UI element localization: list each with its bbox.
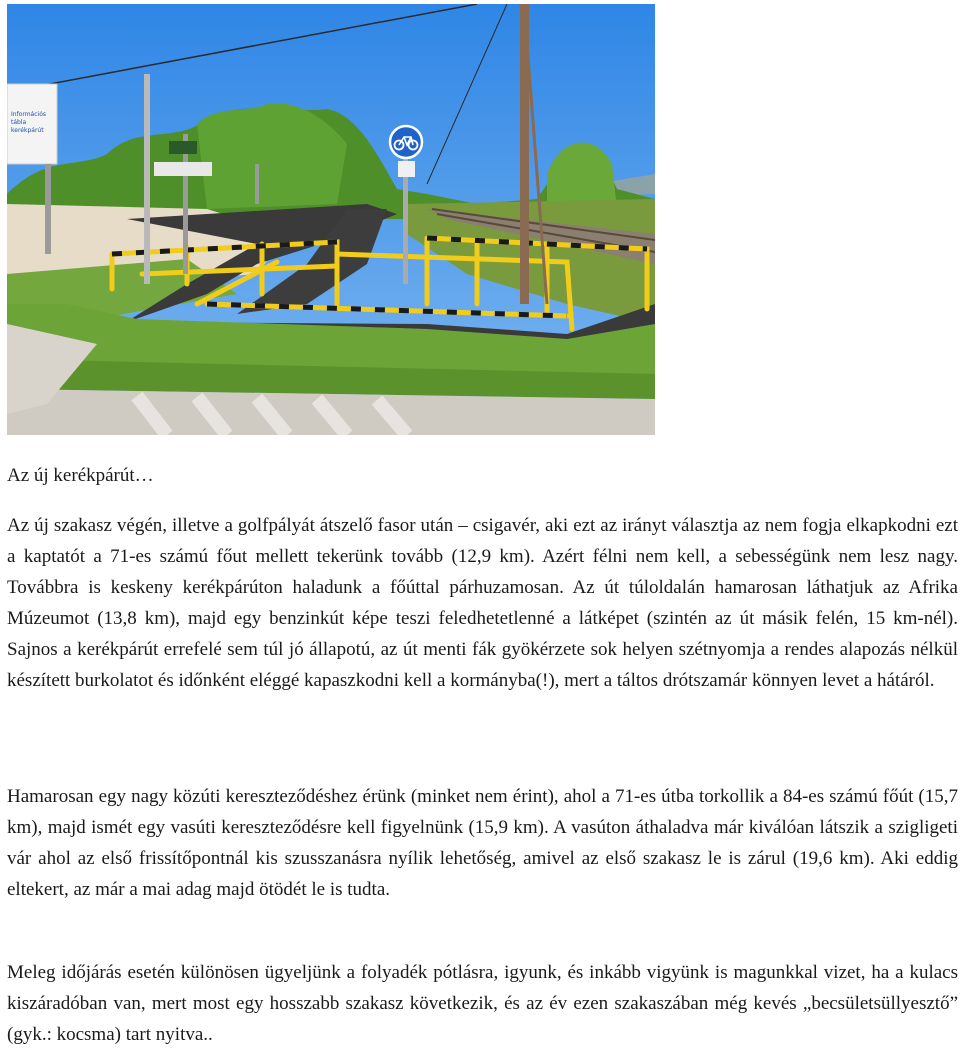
bike-path-photo: [7, 4, 655, 435]
info-board-line-2: tábla: [11, 119, 27, 126]
info-board-line-1: Információs: [11, 111, 47, 118]
bicycle-sign-icon: [390, 126, 422, 158]
paragraph-1: Az új szakasz végén, illetve a golfpályát átszelő fasor után – csigavér, aki ezt az irányt választja az nem fogja elkapkodni ezt a kaptatót a 71-es számú főut mellett tekerünk tovább (12,9 km). Azért félni nem kell, a sebességünk nem lesz nagy. Továbbra is keskeny kerékpárúton haladunk a főúttal párhuzamosan. Az út túloldalán hamarosan láthatjuk az Afrika Múzeumot (13,8 km), majd egy benzinkút képe teszi feledhetetlenné a látképet (szintén az út másik felén, 15 km-nél). Sajnos a kerékpárút errefelé sem túl jó állapotú, az út menti fák gyökérzete sok helyen szétnyomja a rendes alapozás nélkül készített burkolatot és időnként eléggé kapaszkodni kell a kormányba(!), mert a táltos drótszamár könnyen levet a hátáról.: [7, 515, 958, 691]
paragraph-2: Hamarosan egy nagy közúti kereszteződéshez érünk (minket nem érint), ahol a 71-es útba torkollik a 84-es számú főút (15,7 km), majd ismét egy vasúti kereszteződésre kell figyelnünk (15,9 km). A vasúton áthaladva már kiválóan látszik a szigligeti vár ahol az első frissítőpontnál kis szusszanásra nyílik lehetőség, amivel az első szakasz le is zárul (19,6 km). Aki eddig eltekert, az már a mai adag majd ötödét le is tudta.: [7, 786, 958, 900]
paragraph-3: Meleg időjárás esetén különösen ügyeljünk a folyadék pótlásra, igyunk, és inkább vigyünk is magunkkal vizet, ha a kulacs kiszáradóban van, mert most egy hosszabb szakasz következik, és az év ezen szakaszában még kevés „becsületsüllyesztő” (gyk.: kocsma) tart nyitva..: [7, 962, 958, 1045]
info-board-line-3: kerékpárút: [11, 127, 44, 134]
photo-caption: Az új kerékpárút…: [7, 465, 154, 486]
